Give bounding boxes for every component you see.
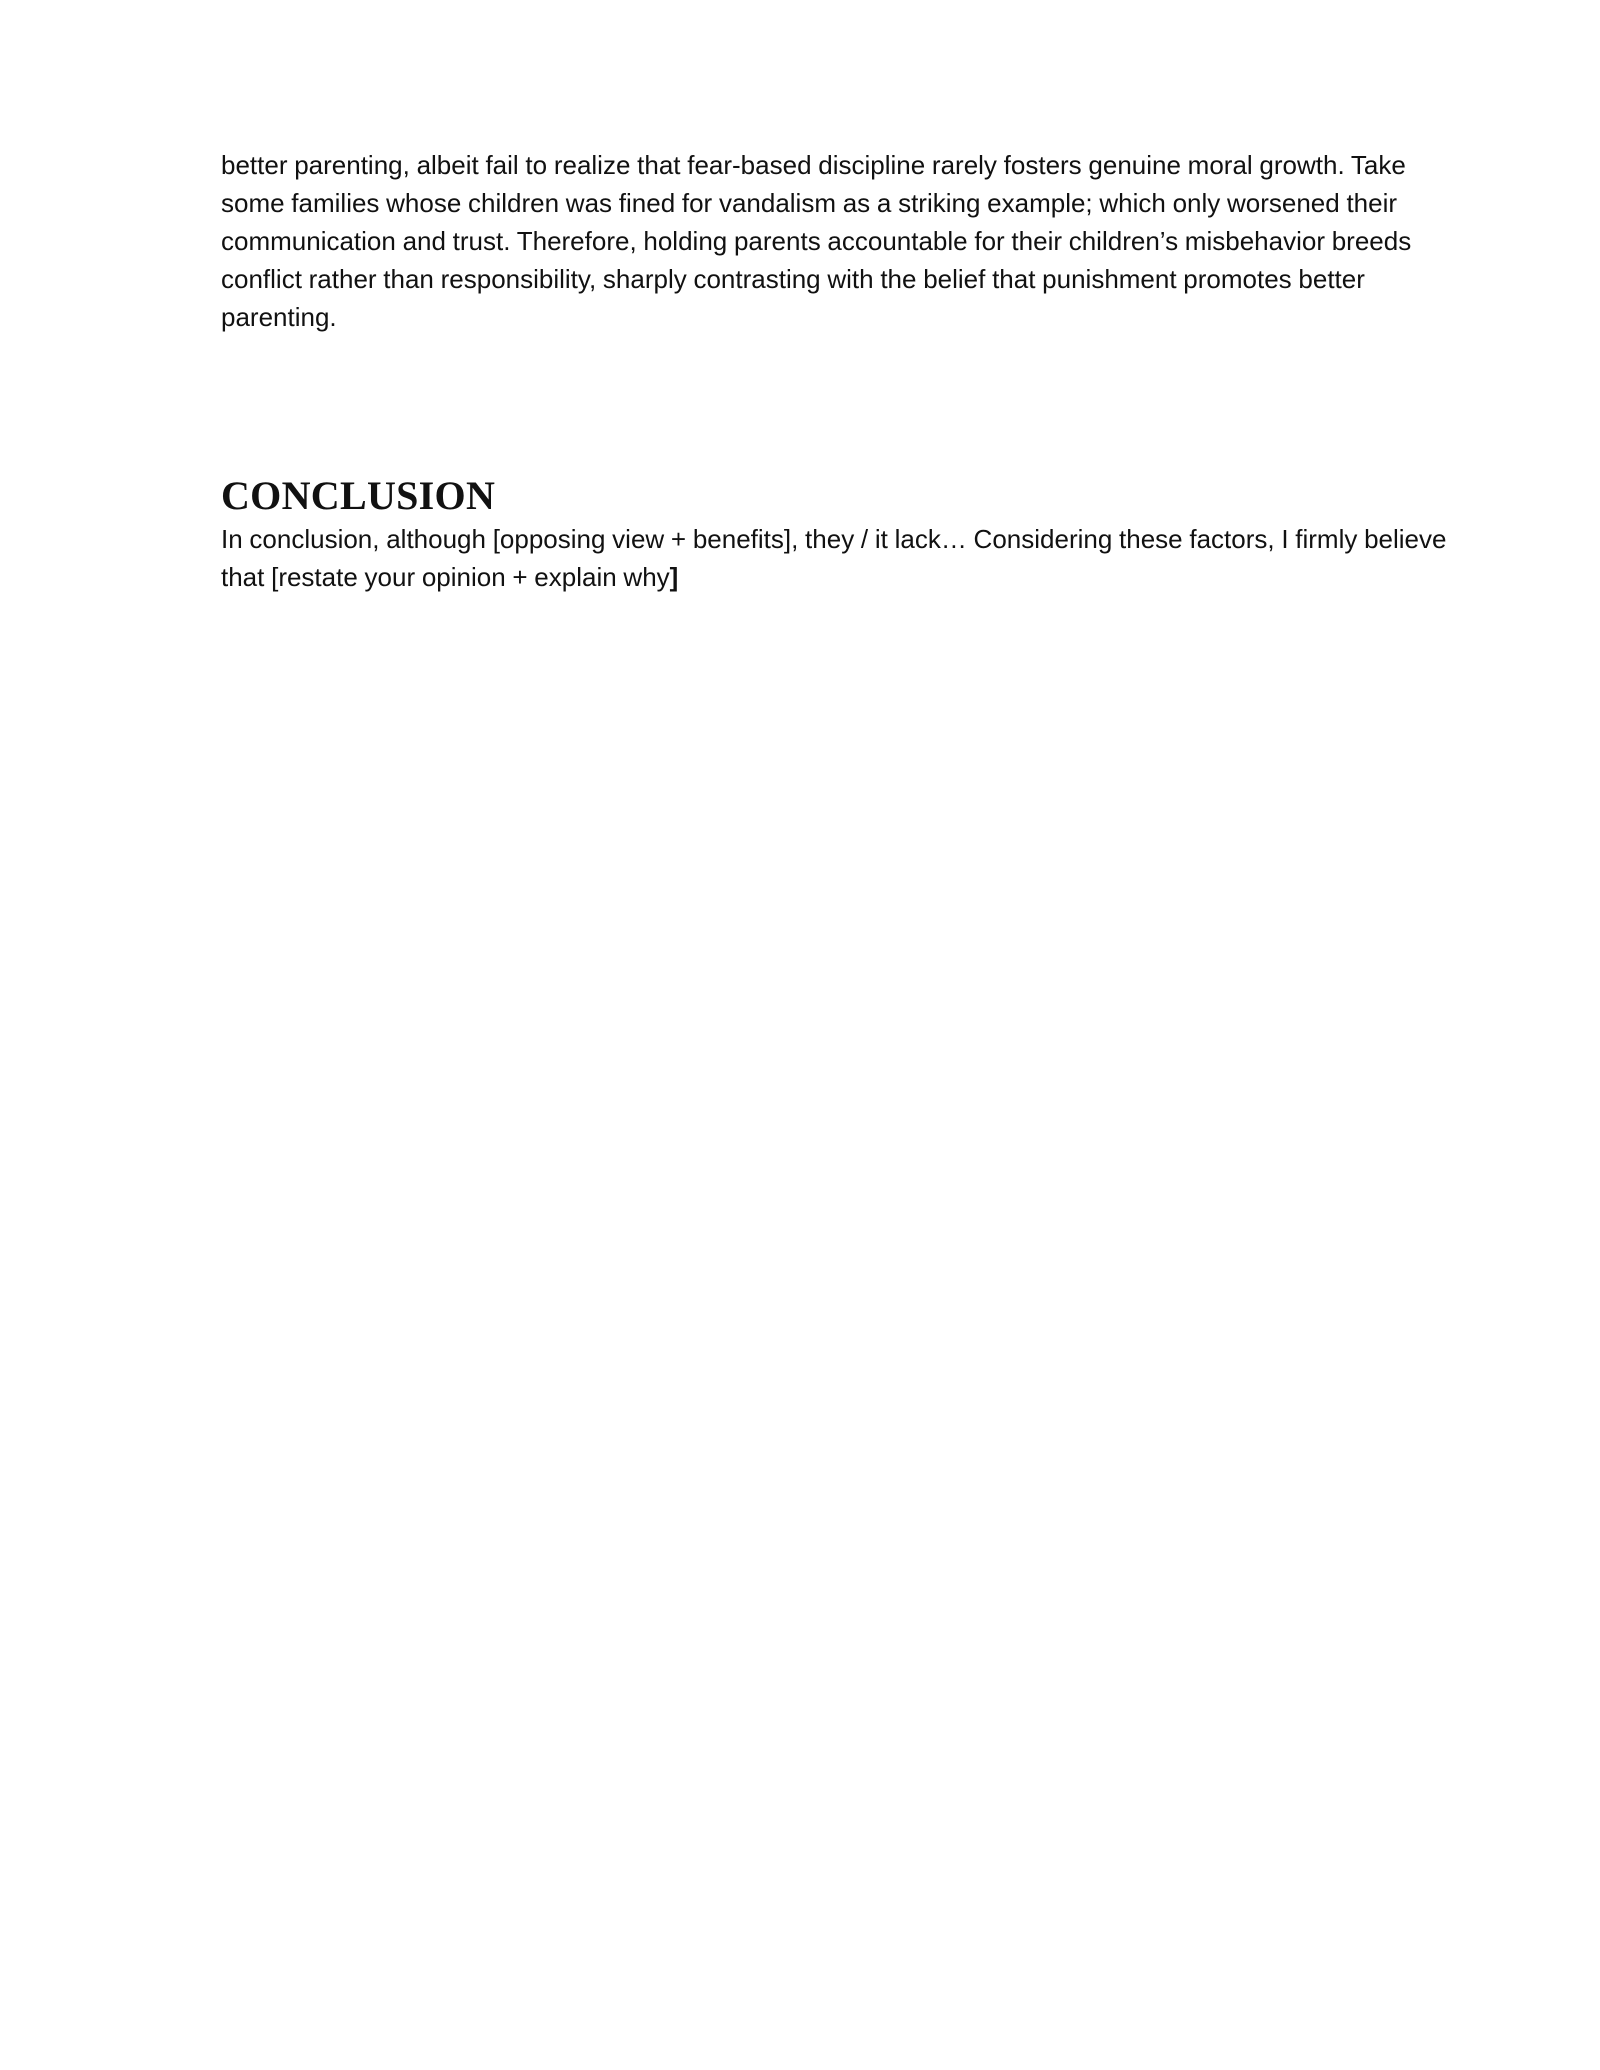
- conclusion-paragraph: [221, 520, 1521, 596]
- body-line: better parenting, albeit fail to realize that fear-based discipline rarely fosters genuine moral growth. Take: [221, 150, 1406, 180]
- conclusion-heading: CONCLUSION: [221, 473, 496, 518]
- conclusion-line-last: [221, 558, 1521, 596]
- body-line: parenting.: [221, 302, 337, 332]
- body-line: conflict rather than responsibility, sharply contrasting with the belief that punishment promotes better: [221, 264, 1365, 294]
- conclusion-line-text: that [restate your opinion + explain why: [221, 562, 670, 592]
- body-line: communication and trust. Therefore, holding parents accountable for their children’s misbehavior breeds: [221, 226, 1412, 256]
- body-section: [221, 146, 1491, 336]
- closing-bracket: ]: [669, 562, 679, 592]
- conclusion-line: In conclusion, although [opposing view + benefits], they / it lack… Considering these factors, I firmly believe: [221, 524, 1447, 554]
- conclusion-section: [221, 472, 1521, 596]
- body-paragraph: [221, 146, 1491, 336]
- body-line: some families whose children was fined for vandalism as a striking example; which only worsened their: [221, 188, 1398, 218]
